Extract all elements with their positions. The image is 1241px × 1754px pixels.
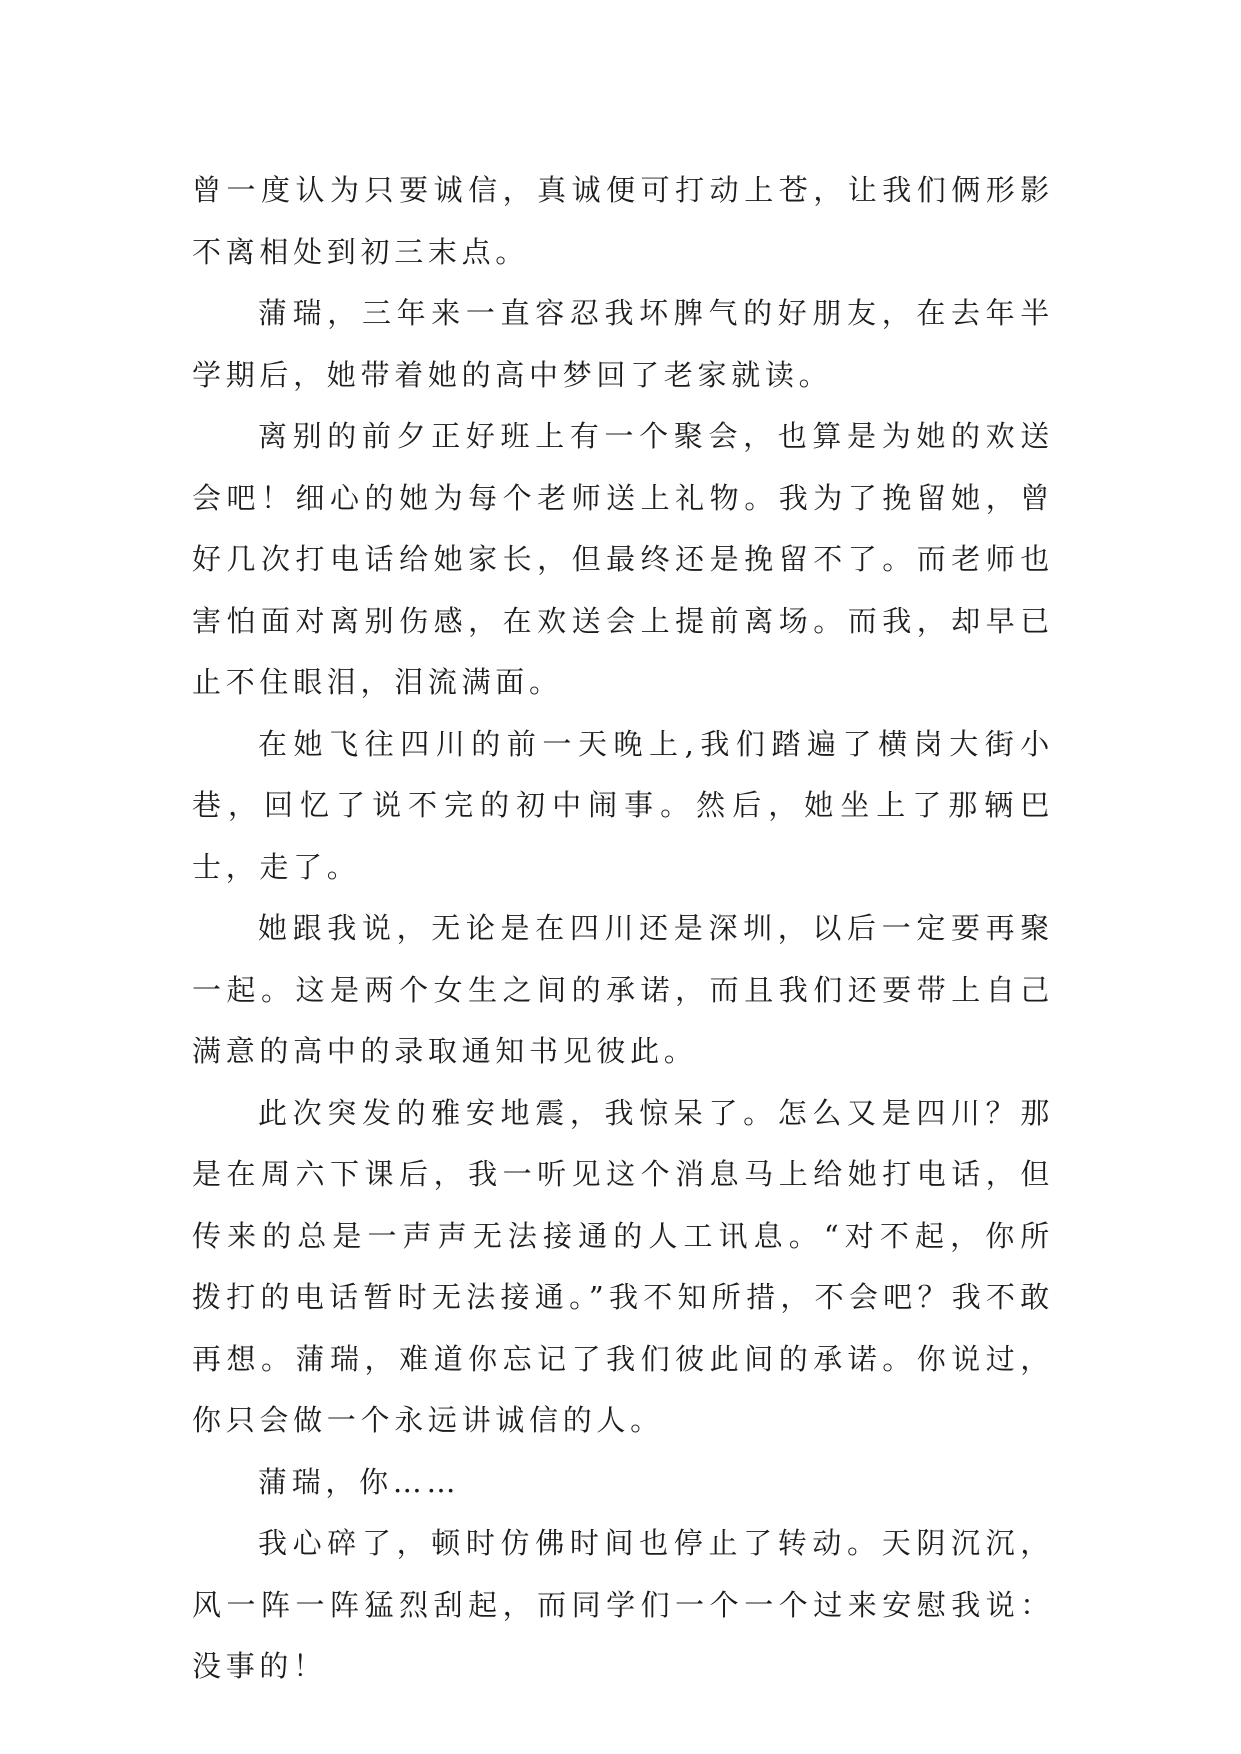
paragraph: 我心碎了，顿时仿佛时间也停止了转动。天阴沉沉，风一阵一阵猛烈刮起，而同学们一个一个过来安慰我说：没事的！ bbox=[192, 1526, 1054, 1683]
paragraph: 此次突发的雅安地震，我惊呆了。怎么又是四川？那是在周六下课后，我一听见这个消息马上给她打电话，但传来的总是一声声无法接通的人工讯息。“对不起，你所拨打的电话暂时无法接通。”我不知所措，不会吧？我不敢再想。蒲瑞，难道你忘记了我们彼此间的承诺。你说过，你只会做一个永远讲诚信的人。 bbox=[192, 1095, 1054, 1437]
paragraph: 离别的前夕正好班上有一个聚会，也算是为她的欢送会吧！细心的她为每个老师送上礼物。我为了挽留她，曾好几次打电话给她家长，但最终还是挽留不了。而老师也害怕面对离别伤感，在欢送会上提前离场。而我，却早已止不住眼泪，泪流满面。 bbox=[192, 419, 1054, 699]
paragraph: 她跟我说，无论是在四川还是深圳，以后一定要再聚一起。这是两个女生之间的承诺，而且我们还要带上自己满意的高中的录取通知书见彼此。 bbox=[192, 911, 1054, 1068]
paragraph-continuation: 曾一度认为只要诚信，真诚便可打动上苍，让我们俩形影不离相处到初三末点。 bbox=[192, 173, 1054, 269]
paragraph: 蒲瑞，三年来一直容忍我坏脾气的好朋友，在去年半学期后，她带着她的高中梦回了老家就读。 bbox=[192, 296, 1054, 392]
paragraph: 在她飞往四川的前一天晚上,我们踏遍了横岗大街小巷，回忆了说不完的初中闹事。然后，她坐上了那辆巴士，走了。 bbox=[192, 726, 1054, 884]
document-body bbox=[192, 160, 1054, 1698]
paragraph: 蒲瑞，你…… bbox=[258, 1464, 461, 1499]
